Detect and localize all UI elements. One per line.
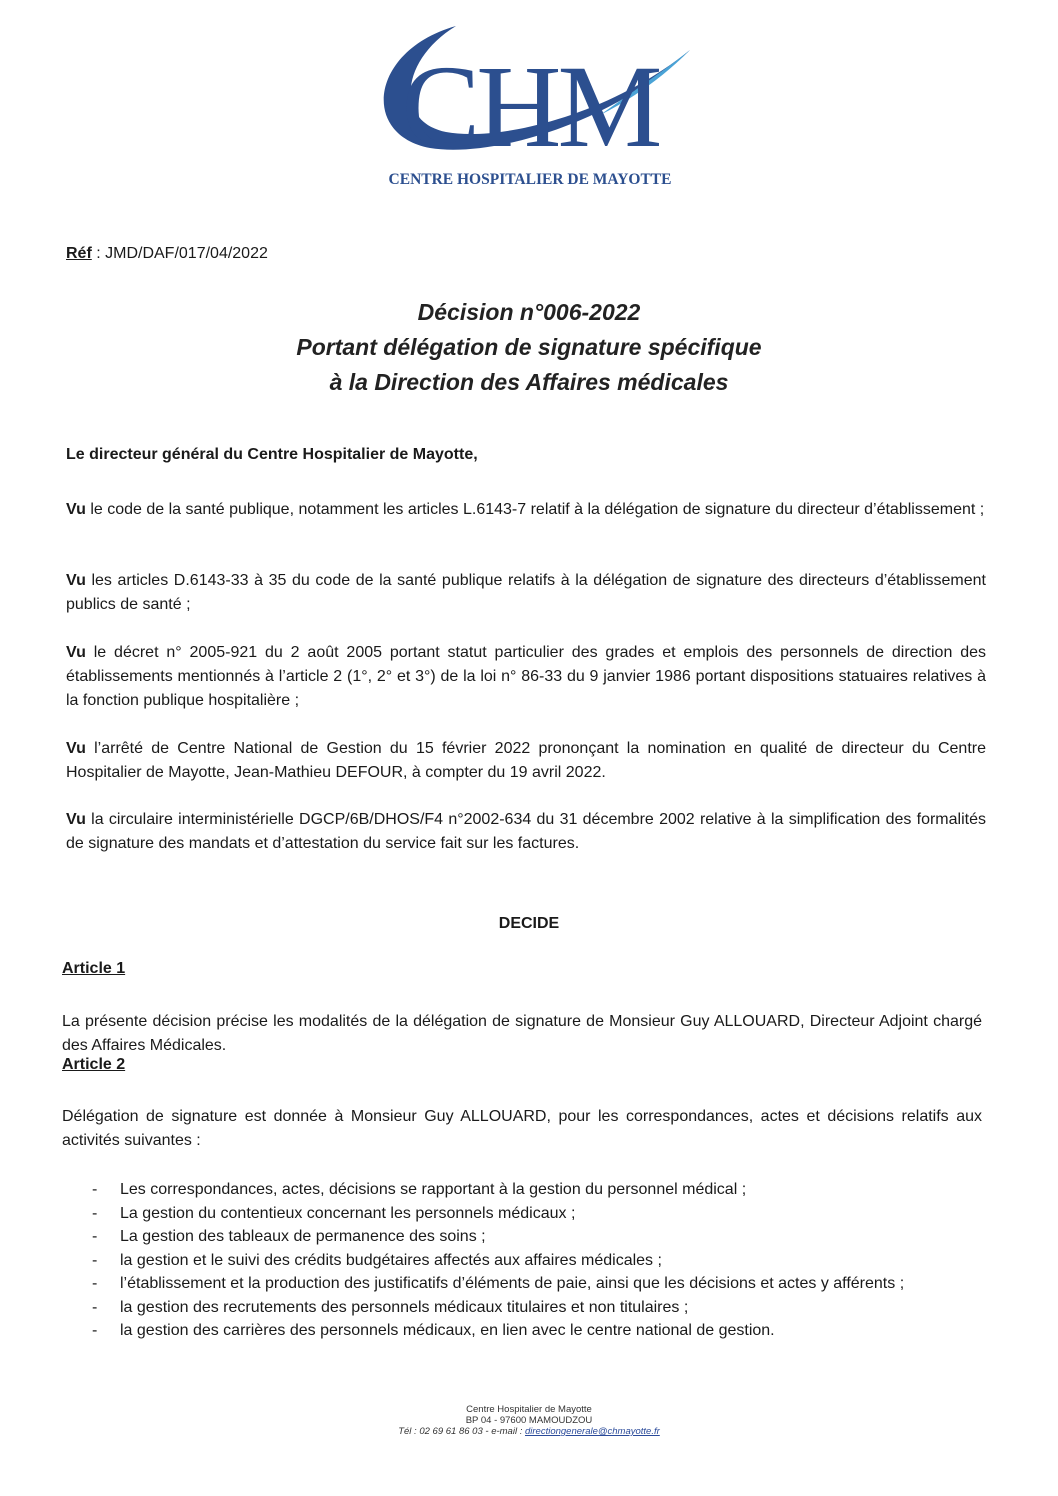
title-line-3: à la Direction des Affaires médicales	[329, 369, 729, 395]
footer-contact: Tél : 02 69 61 86 03 - e-mail : directiongenerale@chmayotte.fr	[398, 1426, 660, 1437]
footer-org: Centre Hospitalier de Mayotte	[466, 1404, 592, 1415]
logo-subtitle: CENTRE HOSPITALIER DE MAYOTTE	[388, 171, 672, 188]
title-line-1: Décision n°006-2022	[417, 299, 641, 325]
footer-address: BP 04 - 97600 MAMOUDZOU	[465, 1415, 593, 1426]
delegation-list	[92, 1178, 982, 1343]
list-item: - la gestion des recrutements des personnels médicaux titulaires et non titulaires ;	[92, 1298, 689, 1316]
list-item: - Les correspondances, actes, décisions se rapportant à la gestion du personnel médical ;	[92, 1181, 747, 1198]
list-item: - l’établissement et la production des justificatifs d’éléments de paie, ainsi que les décisions et actes y afférents ;	[92, 1275, 905, 1292]
article-1-text: La présente décision précise les modalités de la délégation de signature de Monsieur Guy ALLOUARD, Directeur Adjoint chargé des Affaires Médicales.	[62, 1013, 982, 1054]
chm-logo	[360, 20, 700, 195]
vu-paragraph: Vu l’arrêté de Centre National de Gestion du 15 février 2022 prononçant la nomination en qualité de directeur du Centre Hospitalier de Mayotte, Jean-Mathieu DEFOUR, à compter du 19 avril 2022.	[66, 740, 987, 781]
title-line-2: Portant délégation de signature spécifique	[296, 334, 762, 360]
list-item: - la gestion et le suivi des crédits budgétaires affectés aux affaires médicales ;	[92, 1251, 662, 1269]
reference-line: Réf : JMD/DAF/017/04/2022	[66, 245, 268, 262]
decide-heading: DECIDE	[498, 915, 560, 932]
footer-email-link[interactable]: directiongenerale@chmayotte.fr	[524, 1426, 660, 1437]
article-1-heading: Article 1	[62, 960, 126, 977]
article-2-text: Délégation de signature est donnée à Monsieur Guy ALLOUARD, pour les correspondances, actes et décisions relatifs aux activités suivantes :	[62, 1108, 982, 1149]
page-footer	[0, 1404, 1058, 1437]
footer-phone: 02 69 61 86 03	[419, 1426, 483, 1437]
vu-paragraph: Vu la circulaire interministérielle DGCP/6B/DHOS/F4 n°2002-634 du 31 décembre 2002 relative à la simplification des formalités de signature des mandats et d’attestation du service fait sur les factures.	[66, 811, 986, 852]
list-item: - La gestion du contentieux concernant les personnels médicaux ;	[92, 1204, 576, 1222]
ref-value: JMD/DAF/017/04/2022	[105, 245, 268, 262]
list-item: - La gestion des tableaux de permanence des soins ;	[92, 1228, 486, 1245]
logo-letters: CHM	[401, 41, 659, 172]
vu-paragraph: Vu les articles D.6143-33 à 35 du code de la santé publique relatifs à la délégation de signature des directeurs d’établissement publics de santé ;	[66, 572, 986, 613]
article-2-heading: Article 2	[62, 1056, 126, 1073]
intro-line: Le directeur général du Centre Hospitalier de Mayotte,	[66, 446, 478, 463]
vu-paragraph: Vu le code de la santé publique, notamment les articles L.6143-7 relatif à la délégation de signature du directeur d’établissement ;	[66, 501, 985, 518]
list-item: - la gestion des carrières des personnels médicaux, en lien avec le centre national de gestion.	[92, 1322, 775, 1339]
ref-label: Réf	[66, 245, 92, 262]
vu-paragraph: Vu le décret n° 2005-921 du 2 août 2005 portant statut particulier des grades et emplois des personnels de direction des établissements mentionnés à l’article 2 (1°, 2° et 3°) de la loi n° 86-33 du 9 janvier 1986 portant dispositions statuaires relatives à la fonction publique hospitalière ;	[66, 644, 986, 709]
decision-title	[0, 295, 1058, 400]
